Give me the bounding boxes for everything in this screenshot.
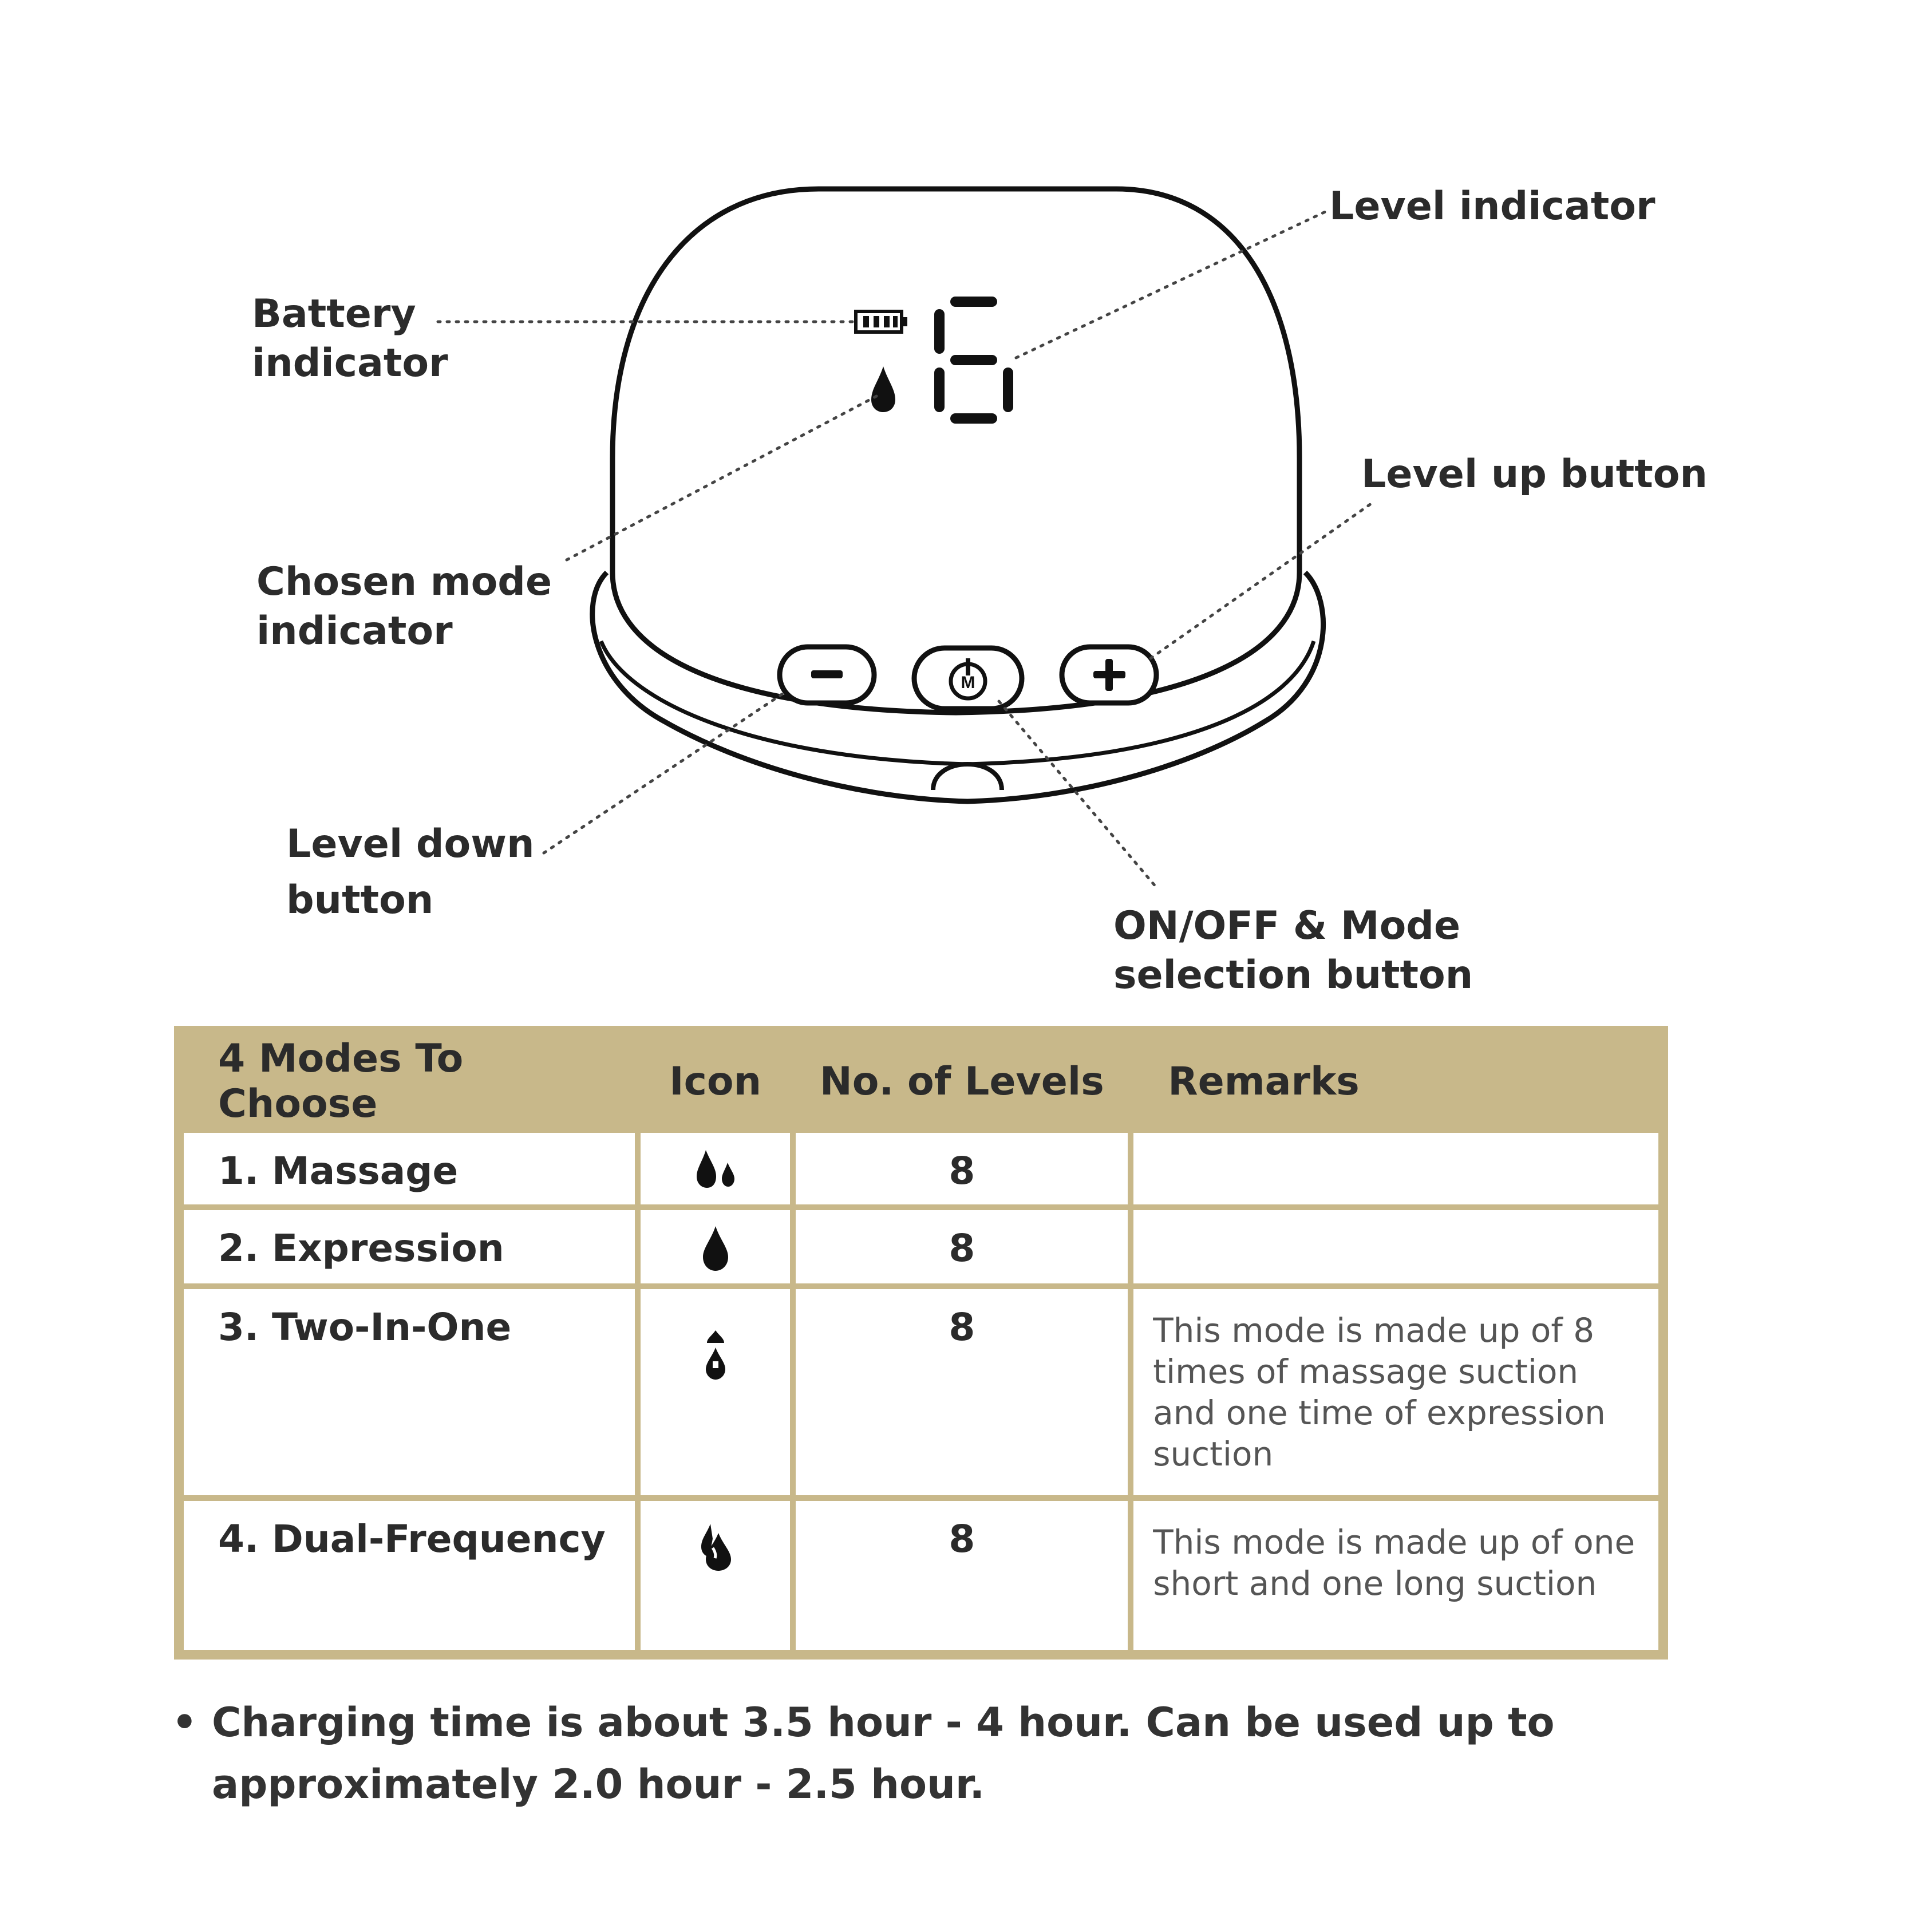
mode-remark (1131, 1207, 1661, 1286)
level-up-button-label: Level up button (1361, 452, 1708, 497)
table-row (181, 1498, 1661, 1653)
mode-name: 1. Massage (181, 1130, 638, 1207)
header-remarks: Remarks (1131, 1033, 1661, 1130)
power-mode-button-label: ON/OFF & Mode selection button (1113, 903, 1473, 998)
battery-indicator-label: Battery indicator (252, 291, 448, 386)
table-row (181, 1130, 1661, 1207)
mode-levels: 8 (793, 1130, 1131, 1207)
mode-levels: 8 (793, 1286, 1131, 1498)
stacked-drop-icon (701, 1329, 730, 1381)
note-bullet: • (172, 1699, 197, 1746)
mode-icon-cell (638, 1498, 793, 1653)
level-up-button-shape (1062, 647, 1156, 703)
double-drop-icon (690, 1147, 741, 1192)
mode-icon-cell (638, 1130, 793, 1207)
overlapping-drop-icon (696, 1522, 736, 1573)
chosen-mode-indicator-label: Chosen mode indicator (256, 559, 552, 654)
modes-table (174, 1026, 1668, 1660)
mode-name: 4. Dual-Frequency (181, 1498, 638, 1653)
mode-levels: 8 (793, 1498, 1131, 1653)
power-mode-button-shape (914, 648, 1022, 709)
mode-levels: 8 (793, 1207, 1131, 1286)
charging-note (172, 1692, 1717, 1815)
mode-icon-cell (638, 1286, 793, 1498)
device-dome (613, 189, 1299, 713)
mode-name: 3. Two-In-One (181, 1286, 638, 1498)
mode-icon-cell (638, 1207, 793, 1286)
mode-remark: This mode is made up of 8 times of massage suction and one time of expression suction (1131, 1286, 1661, 1498)
single-drop-icon (698, 1224, 733, 1273)
mode-name: 2. Expression (181, 1207, 638, 1286)
table-header-row (181, 1033, 1661, 1130)
level-down-button-label: Level down button (286, 821, 535, 923)
level-down-button-shape (780, 647, 874, 703)
mode-remark: This mode is made up of one short and one long suction (1131, 1498, 1661, 1653)
header-icon: Icon (638, 1033, 793, 1130)
level-indicator-label: Level indicator (1329, 184, 1656, 229)
table-row (181, 1207, 1661, 1286)
svg-text:M: M (961, 673, 975, 692)
header-modes: 4 Modes To Choose (181, 1033, 638, 1130)
header-levels: No. of Levels (793, 1033, 1131, 1130)
note-text: Charging time is about 3.5 hour - 4 hour. Can be used up to approximately 2.0 hour - 2.5 hour. (212, 1699, 1555, 1808)
table-row (181, 1286, 1661, 1498)
mode-remark (1131, 1130, 1661, 1207)
